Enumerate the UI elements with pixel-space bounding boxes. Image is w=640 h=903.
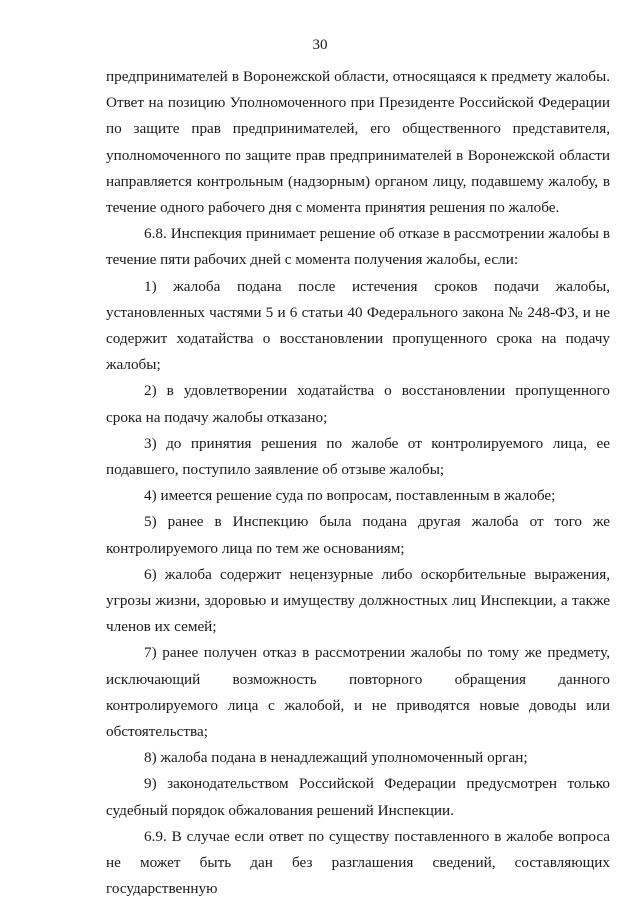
list-item-8: 8) жалоба подана в ненадлежащий уполномоченный орган; — [144, 749, 528, 767]
page-number: 30 — [312, 37, 328, 53]
list-item-7: 7) ранее получен отказ в рассмотрении жалобы по тому же предмету, исключающий возможность повторного обращения данного контролируемого лица с жалобой, и не приводятся новые доводы или обстоятельства; — [106, 644, 610, 741]
paragraph-continuation: предпринимателей в Воронежской области, относящаяся к предмету жалобы. Ответ на позицию Уполномоченного при Президенте Российской Федерации по защите прав предпринимателей, его общественного представителя, уполномоченного по защите прав предпринимателей в Воронежской области направляется контрольным (надзорным) органом лицу, подавшему жалобу, в течение одного рабочего дня с момента принятия решения по жалобе. — [106, 68, 610, 217]
paragraph-clause-6-8: 6.8. Инспекция принимает решение об отказе в рассмотрении жалобы в течение пяти рабочих дней с момента получения жалобы, если: — [106, 225, 610, 269]
list-item-2: 2) в удовлетворении ходатайства о восстановлении пропущенного срока на подачу жалобы отказано; — [106, 382, 610, 426]
list-item-3: 3) до принятия решения по жалобе от контролируемого лица, ее подавшего, поступило заявление об отзыве жалобы; — [106, 434, 610, 479]
list-item-9: 9) законодательством Российской Федерации предусмотрен только судебный порядок обжалования решений Инспекции. — [106, 775, 610, 819]
list-item-1: 1) жалоба подана после истечения сроков подачи жалобы, установленных частями 5 и 6 статьи 40 Федерального закона № 248-ФЗ, и не содержит ходатайства о восстановлении пропущенного срока на подачу жалобы; — [106, 277, 610, 374]
list-item-4: 4) имеется решение суда по вопросам, поставленным в жалобе; — [144, 487, 556, 505]
document-body — [106, 64, 610, 903]
list-item-6: 6) жалоба содержит нецензурные либо оскорбительные выражения, угрозы жизни, здоровью и имуществу должностных лиц Инспекции, а также членов их семей; — [106, 565, 610, 636]
paragraph-clause-6-9: 6.9. В случае если ответ по существу поставленного в жалобе вопроса не может быть дан без разглашения сведений, составляющих государственную — [106, 827, 610, 898]
list-item-5: 5) ранее в Инспекцию была подана другая жалоба от того же контролируемого лица по тем же основаниям; — [106, 513, 610, 557]
